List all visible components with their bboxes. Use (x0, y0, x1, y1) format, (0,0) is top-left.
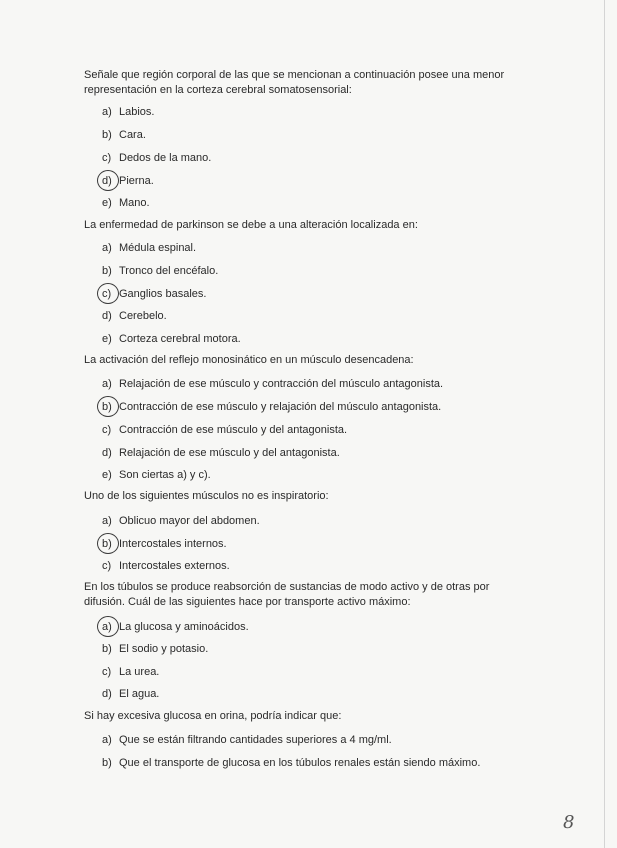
answer-option (102, 733, 392, 747)
option-text: Corteza cerebral motora. (119, 333, 241, 345)
option-letter (102, 377, 119, 391)
answer-option (102, 287, 206, 301)
option-text: La urea. (119, 666, 160, 678)
option-text: Intercostales externos. (119, 560, 230, 572)
option-letter-text: d) (102, 447, 112, 459)
option-text: La glucosa y aminoácidos. (119, 621, 249, 633)
question-text: Señale que región corporal de las que se mencionan a continuación posee una menor representación en la corteza cerebral somatosensorial: (84, 69, 505, 96)
handwritten-circle-mark (97, 283, 119, 304)
option-letter-text: e) (102, 333, 112, 345)
option-letter (102, 128, 119, 142)
option-text: Que el transporte de glucosa en los túbulos renales están siendo máximo. (119, 757, 481, 769)
option-letter-text: b) (102, 643, 112, 655)
option-text: Pierna. (119, 175, 154, 187)
question-text: Uno de los siguientes músculos no es inspiratorio: (84, 490, 329, 502)
option-letter (102, 446, 119, 460)
answer-option (102, 687, 159, 701)
option-letter-text: e) (102, 197, 112, 209)
answer-option (102, 514, 260, 528)
option-letter (102, 756, 119, 770)
option-letter-text: b) (102, 265, 112, 277)
option-letter-text: c) (102, 152, 112, 164)
option-letter-text: c) (102, 288, 112, 300)
option-letter (102, 620, 119, 634)
option-letter (102, 687, 119, 701)
option-letter-text: b) (102, 129, 112, 141)
answer-option (102, 756, 480, 770)
option-text: Dedos de la mano. (119, 152, 212, 164)
option-text: Son ciertas a) y c). (119, 469, 211, 481)
option-text: El sodio y potasio. (119, 643, 209, 655)
option-letter (102, 105, 119, 119)
option-text: Tronco del encéfalo. (119, 265, 219, 277)
answer-option (102, 105, 154, 119)
option-letter-text: d) (102, 310, 112, 322)
option-text: Cerebelo. (119, 310, 167, 322)
question-text: La activación del reflejo monosinático en un músculo desencadena: (84, 354, 414, 366)
question-text: La enfermedad de parkinson se debe a una alteración localizada en: (84, 219, 418, 231)
answer-option (102, 468, 211, 482)
option-letter-text: d) (102, 175, 112, 187)
option-letter (102, 151, 119, 165)
option-letter-text: a) (102, 242, 112, 254)
page-edge (604, 0, 605, 848)
answer-option (102, 377, 443, 391)
answer-option (102, 128, 146, 142)
option-letter (102, 468, 119, 482)
option-letter (102, 196, 119, 210)
option-letter (102, 174, 119, 188)
option-letter (102, 309, 119, 323)
answer-option (102, 620, 249, 634)
option-text: Ganglios basales. (119, 288, 207, 300)
option-letter-text: b) (102, 538, 112, 550)
option-letter (102, 332, 119, 346)
option-letter-text: c) (102, 560, 112, 572)
option-letter (102, 514, 119, 528)
option-letter-text: a) (102, 621, 112, 633)
handwritten-circle-mark (97, 533, 119, 554)
option-text: Médula espinal. (119, 242, 197, 254)
question-text: Si hay excesiva glucosa en orina, podría indicar que: (84, 710, 342, 722)
option-letter (102, 264, 119, 278)
option-letter-text: a) (102, 515, 112, 527)
question-text: En los túbulos se produce reabsorción de sustancias de modo activo y de otras por difusión. Cuál de las siguientes hace por transporte activo máximo: (84, 581, 490, 608)
answer-option (102, 537, 227, 551)
answer-option (102, 264, 218, 278)
answer-option (102, 241, 196, 255)
option-text: Labios. (119, 106, 155, 118)
option-text: Que se están filtrando cantidades superiores a 4 mg/ml. (119, 734, 392, 746)
option-letter (102, 287, 119, 301)
option-letter-text: b) (102, 757, 112, 769)
option-text: Relajación de ese músculo y del antagonista. (119, 447, 340, 459)
answer-option (102, 332, 241, 346)
answer-option (102, 400, 441, 414)
option-letter-text: a) (102, 106, 112, 118)
option-text: Relajación de ese músculo y contracción del músculo antagonista. (119, 378, 444, 390)
option-letter-text: b) (102, 401, 112, 413)
option-letter (102, 537, 119, 551)
option-letter (102, 241, 119, 255)
option-letter-text: c) (102, 424, 112, 436)
option-letter (102, 559, 119, 573)
option-text: Contracción de ese músculo y relajación del músculo antagonista. (119, 401, 442, 413)
answer-option (102, 642, 208, 656)
answer-option (102, 665, 159, 679)
handwritten-circle-mark (97, 616, 119, 637)
option-letter-text: a) (102, 378, 112, 390)
answer-option (102, 151, 211, 165)
option-text: El agua. (119, 688, 160, 700)
answer-option (102, 423, 347, 437)
option-letter-text: a) (102, 734, 112, 746)
option-letter (102, 642, 119, 656)
option-letter-text: e) (102, 469, 112, 481)
option-text: Intercostales internos. (119, 538, 227, 550)
answer-option (102, 196, 150, 210)
page-number: 8 (563, 812, 575, 833)
answer-option (102, 559, 230, 573)
option-letter (102, 423, 119, 437)
option-text: Mano. (119, 197, 150, 209)
answer-option (102, 446, 340, 460)
option-letter-text: c) (102, 666, 112, 678)
handwritten-circle-mark (97, 170, 119, 191)
handwritten-circle-mark (97, 396, 119, 417)
option-letter (102, 400, 119, 414)
option-letter (102, 665, 119, 679)
option-text: Cara. (119, 129, 146, 141)
answer-option (102, 309, 167, 323)
option-letter-text: d) (102, 688, 112, 700)
option-text: Oblicuo mayor del abdomen. (119, 515, 260, 527)
option-letter (102, 733, 119, 747)
answer-option (102, 174, 154, 188)
option-text: Contracción de ese músculo y del antagonista. (119, 424, 348, 436)
